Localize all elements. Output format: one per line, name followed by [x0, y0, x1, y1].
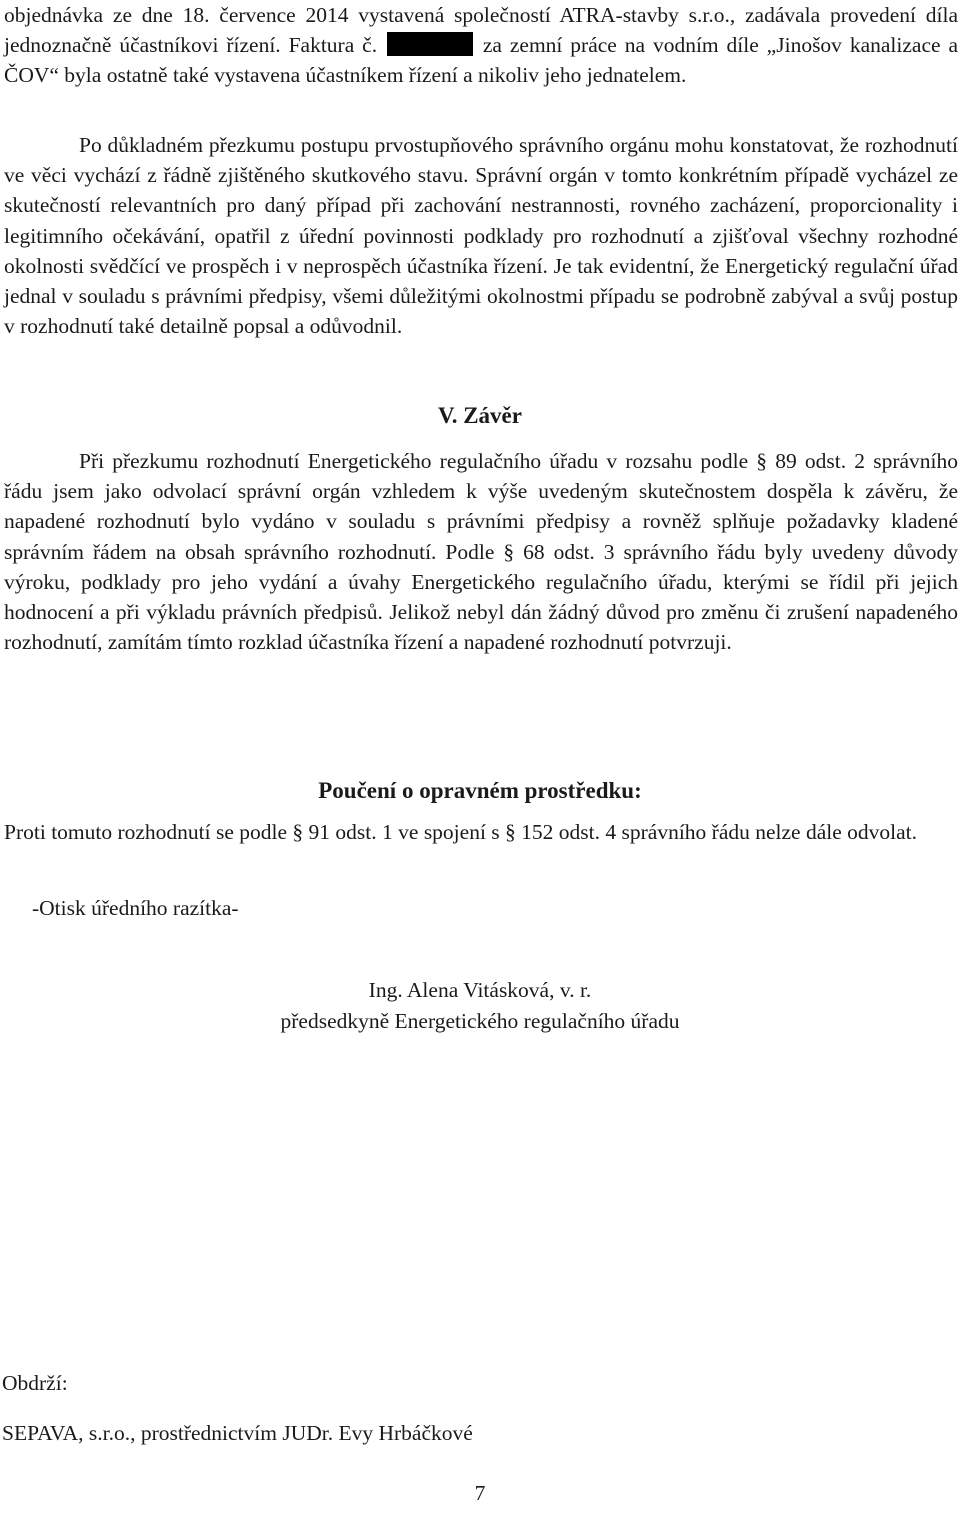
recipient-entry: SEPAVA, s.r.o., prostřednictvím JUDr. Evy Hrbáčkové — [2, 1421, 473, 1445]
conclusion-paragraph: Při přezkumu rozhodnutí Energetického regulačního úřadu v rozsahu podle § 89 odst. 2 správního řádu jsem jako odvolací správní orgán vzhledem k výše uvedeným skutečnostem dospěla k závěru, že napadené rozhodnutí bylo vydáno v souladu s právními předpisy a rovněž splňuje požadavky kladené správním řádem na obsah správního rozhodnutí. Podle § 68 odst. 3 správního řádu byly uvedeny důvody výroku, podklady pro jeho vydání a úvahy Energetického regulačního úřadu, kterými se řídil při jejich hodnocení a při výkladu právních předpisů. Jelikož nebyl dán žádný důvod pro změnu či zrušení napadeného rozhodnutí, zamítám tímto rozklad účastníka řízení a napadené rozhodnutí potvrzuji. — [4, 449, 958, 655]
intro-text-a: objednávka ze dne 18. července 2014 vystavená společností ATRA-stavby s.r.o., zadávala provedení díla jednoznačně účastníkovi řízení. Faktura č. — [4, 3, 958, 58]
instruction-heading: Poučení o opravném prostředku: — [318, 778, 642, 803]
page-number: 7 — [474, 1481, 486, 1505]
stamp-note: -Otisk úředního razítka- — [32, 896, 239, 920]
signature-name: Ing. Alena Vitásková, v. r. — [368, 978, 592, 1002]
conclusion-heading: V. Závěr — [438, 403, 522, 428]
recipients-label: Obdrží: — [2, 1371, 68, 1395]
intro-text-b: za zemní práce na vodním díle „Jinošov kanalizace a ČOV“ byla ostatně také vystavena účastníkem řízení a nikoliv jeho jednatelem. — [4, 33, 958, 88]
instruction-paragraph: Proti tomuto rozhodnutí se podle § 91 odst. 1 ve spojení s § 152 odst. 4 správního řádu nelze dále odvolat. — [4, 820, 918, 844]
signature-role: předsedkyně Energetického regulačního úřadu — [280, 1009, 680, 1033]
redaction-block — [387, 32, 473, 56]
review-paragraph: Po důkladném přezkumu postupu prvostupňového správního orgánu mohu konstatovat, že rozhodnutí ve věci vychází z řádně zjištěného skutkového stavu. Správní orgán v tomto konkrétním případě vycházel ze skutečností relevantních pro daný případ při zachování nestrannosti, rovného zacházení, proporcionality i legitimního očekávání, opatřil z úřední povinnosti podklady pro rozhodnutí a zjišťoval všechny rozhodné okolnosti svědčící ve prospěch i v neprospěch účastníka řízení. Je tak evidentní, že Energetický regulační úřad jednal v souladu s právními předpisy, všemi důležitými okolnostmi případu se podrobně zabýval a svůj postup v rozhodnutí také detailně popsal a odůvodnil. — [4, 133, 958, 339]
intro-paragraph — [4, 0, 958, 91]
